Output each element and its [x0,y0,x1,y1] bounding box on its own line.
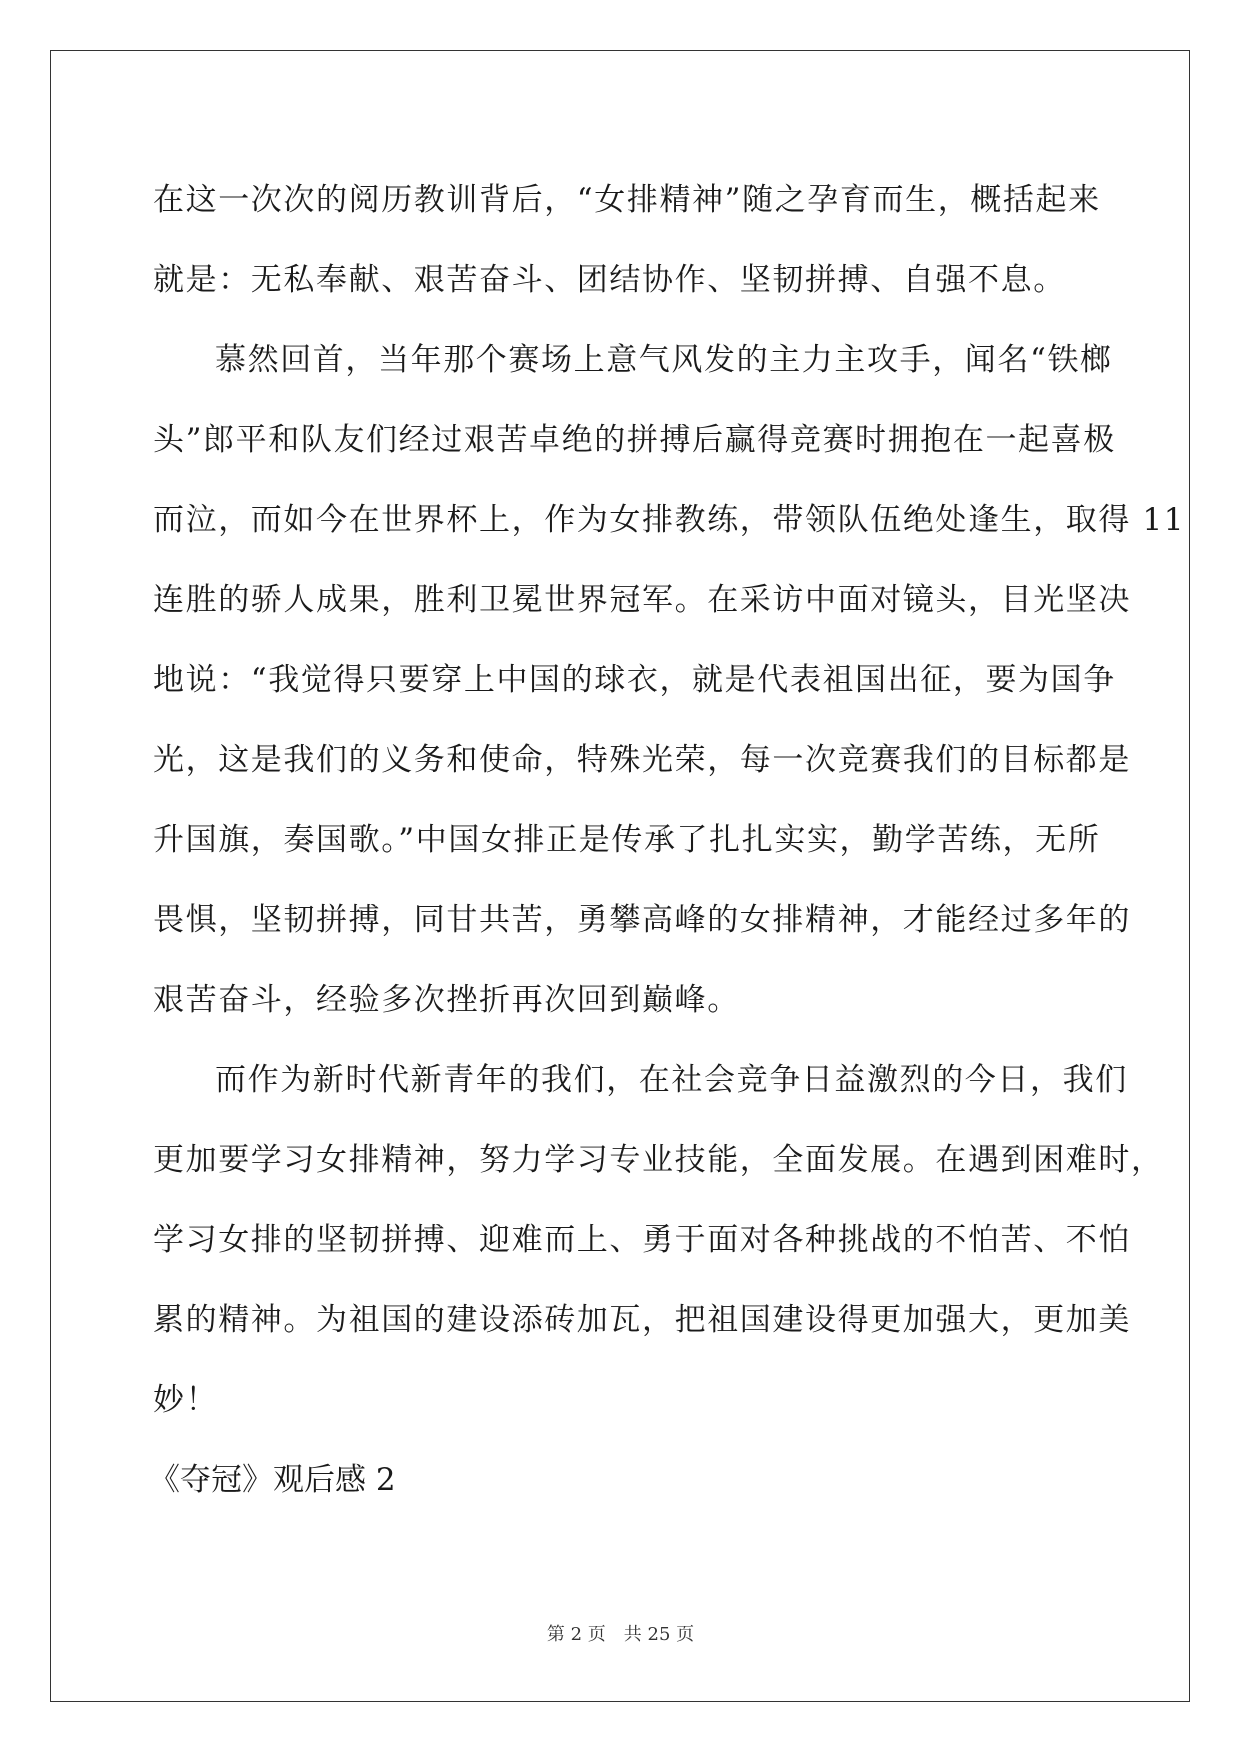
text-line: 畏惧，坚韧拼搏，同甘共苦，勇攀高峰的女排精神，才能经过多年的 [153,902,1131,938]
paragraph-1 [153,160,1101,320]
text-line: 学习女排的坚韧拼搏、迎难而上、勇于面对各种挑战的不怕苦、不怕 [153,1222,1131,1258]
paragraph-2 [153,320,1186,1040]
text-line: 连胜的骄人成果，胜利卫冕世界冠军。在采访中面对镜头，目光坚决 [153,582,1131,618]
text-line: 光，这是我们的义务和使命，特殊光荣，每一次竞赛我们的目标都是 [153,742,1131,778]
text-line: 头”郎平和队友们经过艰苦卓绝的拼搏后赢得竞赛时拥抱在一起喜极 [153,422,1116,458]
document-body [149,160,1186,1520]
text-line: 更加要学习女排精神，努力学习专业技能，全面发展。在遇到困难时， [153,1142,1164,1178]
text-line: 而泣，而如今在世界杯上，作为女排教练，带领队伍绝处逢生，取得 11 [153,502,1186,538]
page-number-footer: 第 2 页 共 25 页 [546,1624,695,1645]
text-line: 累的精神。为祖国的建设添砖加瓦，把祖国建设得更加强大，更加美 [153,1302,1131,1338]
text-line: 艰苦奋斗，经验多次挫折再次回到巅峰。 [153,982,740,1018]
paragraph-3 [153,1040,1164,1440]
text-line: 地说：“我觉得只要穿上中国的球衣，就是代表祖国出征，要为国争 [153,662,1116,698]
text-line: 在这一次次的阅历教训背后，“女排精神”随之孕育而生，概括起来 [153,182,1101,218]
text-line: 而作为新时代新青年的我们，在社会竞争日益激烈的今日，我们 [215,1062,1128,1098]
text-line: 慕然回首，当年那个赛场上意气风发的主力主攻手，闻名“铁榔 [215,342,1113,378]
text-line: 升国旗，奏国歌。”中国女排正是传承了扎扎实实，勤学苦练，无所 [153,822,1101,858]
text-line: 妙！ [153,1382,219,1418]
text-line: 就是：无私奉献、艰苦奋斗、团结协作、坚韧拼搏、自强不息。 [153,262,1066,298]
section-title: 《夺冠》观后感 2 [149,1462,396,1498]
